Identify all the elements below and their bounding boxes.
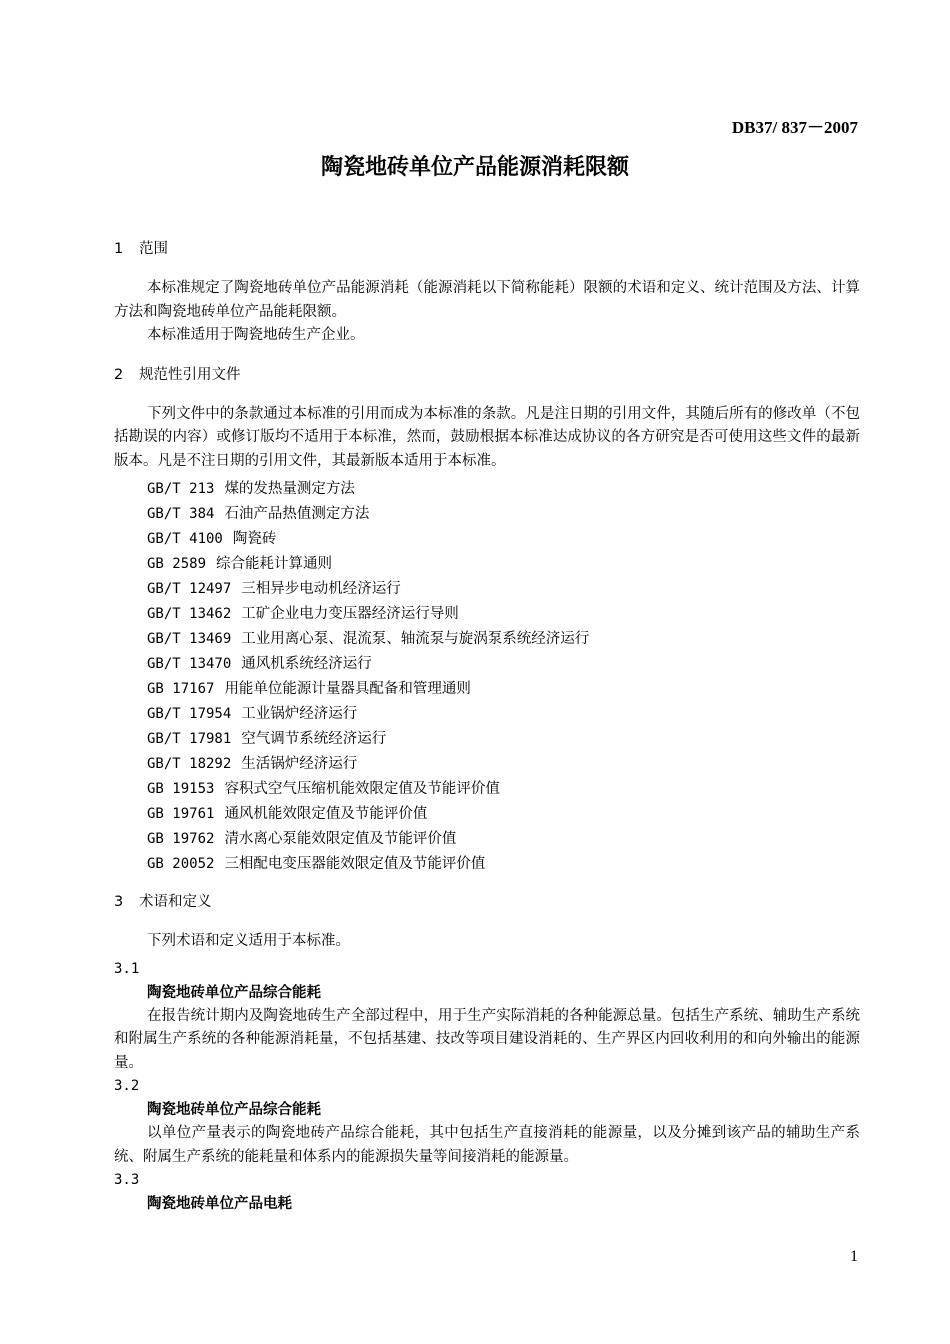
section-number: 1 — [114, 241, 124, 257]
reference-code: GB/T 4100 — [147, 531, 223, 547]
reference-item — [114, 552, 860, 577]
reference-item — [114, 827, 860, 852]
reference-code: GB 20052 — [147, 856, 215, 872]
reference-name: 生活锅炉经济运行 — [241, 756, 358, 772]
section-heading-normative-references — [114, 366, 860, 384]
term-name: 陶瓷地砖单位产品综合能耗 — [147, 984, 321, 1001]
term-number: 3.2 — [114, 1078, 140, 1094]
document-body — [114, 240, 860, 1216]
reference-item — [114, 677, 860, 702]
document-title: 陶瓷地砖单位产品能源消耗限额 — [320, 155, 629, 180]
reference-item — [114, 802, 860, 827]
section-title: 范围 — [139, 241, 168, 257]
section-number: 3 — [114, 894, 124, 910]
section-number: 2 — [114, 366, 124, 383]
reference-code: GB/T 18292 — [147, 756, 232, 772]
reference-item — [114, 577, 860, 602]
reference-code: GB 19153 — [147, 781, 215, 797]
reference-code: GB/T 17981 — [147, 731, 232, 747]
section-title: 术语和定义 — [139, 894, 212, 910]
reference-name: 综合能耗计算通则 — [216, 556, 333, 572]
paragraph: 下列文件中的条款通过本标准的引用而成为本标准的条款。凡是注日期的引用文件，其随后所有的修改单（不包括勘误的内容）或修订版均不适用于本标准，然而，鼓励根据本标准达成协议的各方研究是否可使用这些文件的最新版本。凡是不注日期的引用文件，其最新版本适用于本标准。 — [114, 405, 860, 469]
reference-item — [114, 752, 860, 777]
reference-code: GB/T 13462 — [147, 606, 232, 622]
paragraph: 本标准规定了陶瓷地砖单位产品能源消耗（能源消耗以下简称能耗）限额的术语和定义、统计范围及方法、计算方法和陶瓷地砖单位产品能耗限额。 — [114, 280, 860, 320]
term-number: 3.3 — [114, 1172, 140, 1188]
reference-name: 煤的发热量测定方法 — [224, 481, 355, 497]
reference-item — [114, 702, 860, 727]
reference-item — [114, 602, 860, 627]
reference-name: 三相配电变压器能效限定值及节能评价值 — [224, 856, 486, 872]
reference-name: 陶瓷砖 — [232, 531, 277, 547]
reference-name: 三相异步电动机经济运行 — [241, 581, 401, 597]
reference-item — [114, 477, 860, 502]
reference-code: GB/T 12497 — [147, 581, 232, 597]
reference-name: 工业锅炉经济运行 — [241, 706, 358, 722]
reference-item — [114, 502, 860, 527]
reference-item — [114, 852, 860, 877]
reference-code: GB 19761 — [147, 806, 215, 822]
reference-code: GB 2589 — [147, 556, 207, 572]
reference-code: GB 17167 — [147, 681, 215, 697]
reference-list — [114, 477, 860, 877]
reference-name: 清水离心泵能效限定值及节能评价值 — [224, 831, 457, 847]
page-number: 1 — [850, 1248, 858, 1265]
reference-code: GB/T 213 — [147, 481, 215, 497]
reference-code: GB/T 384 — [147, 506, 215, 522]
reference-name: 空气调节系统经济运行 — [241, 731, 387, 747]
reference-name: 通风机能效限定值及节能评价值 — [224, 806, 428, 822]
section-title: 规范性引用文件 — [139, 366, 241, 383]
reference-name: 石油产品热值测定方法 — [224, 506, 370, 522]
reference-item — [114, 727, 860, 752]
reference-code: GB/T 13469 — [147, 631, 232, 647]
reference-name: 容积式空气压缩机能效限定值及节能评价值 — [224, 781, 500, 797]
reference-code: GB 19762 — [147, 831, 215, 847]
paragraph: 本标准适用于陶瓷地砖生产企业。 — [147, 327, 365, 343]
reference-item — [114, 652, 860, 677]
reference-code: GB/T 17954 — [147, 706, 232, 722]
reference-name: 工矿企业电力变压器经济运行导则 — [241, 606, 459, 622]
term-name: 陶瓷地砖单位产品电耗 — [147, 1196, 292, 1212]
term-definition: 以单位产量表示的陶瓷地砖产品综合能耗，其中包括生产直接消耗的能源量，以及分摊到该产品的辅助生产系统、附属生产系统的能耗量和体系内的能源损失量等间接消耗的能源量。 — [114, 1125, 860, 1165]
standard-number: DB37/ 837－2007 — [731, 118, 858, 137]
paragraph: 下列术语和定义适用于本标准。 — [147, 933, 350, 949]
reference-item — [114, 627, 860, 652]
reference-item — [114, 527, 860, 552]
reference-item — [114, 777, 860, 802]
term-name: 陶瓷地砖单位产品综合能耗 — [147, 1102, 321, 1118]
reference-name: 通风机系统经济运行 — [241, 656, 372, 672]
section-heading-terms-and-definitions — [114, 893, 860, 911]
reference-code: GB/T 13470 — [147, 656, 232, 672]
term-definition: 在报告统计期内及陶瓷地砖生产全部过程中，用于生产实际消耗的各种能源总量。包括生产系统、辅助生产系统和附属生产系统的各种能源消耗量，不包括基建、技改等项目建设消耗的、生产界区内回收利用的和向外输出的能源量。 — [114, 1007, 860, 1071]
term-number: 3.1 — [114, 960, 140, 977]
reference-name: 工业用离心泵、混流泵、轴流泵与旋涡泵系统经济运行 — [241, 631, 590, 647]
reference-name: 用能单位能源计量器具配备和管理通则 — [224, 681, 471, 697]
section-heading-scope — [114, 240, 860, 258]
